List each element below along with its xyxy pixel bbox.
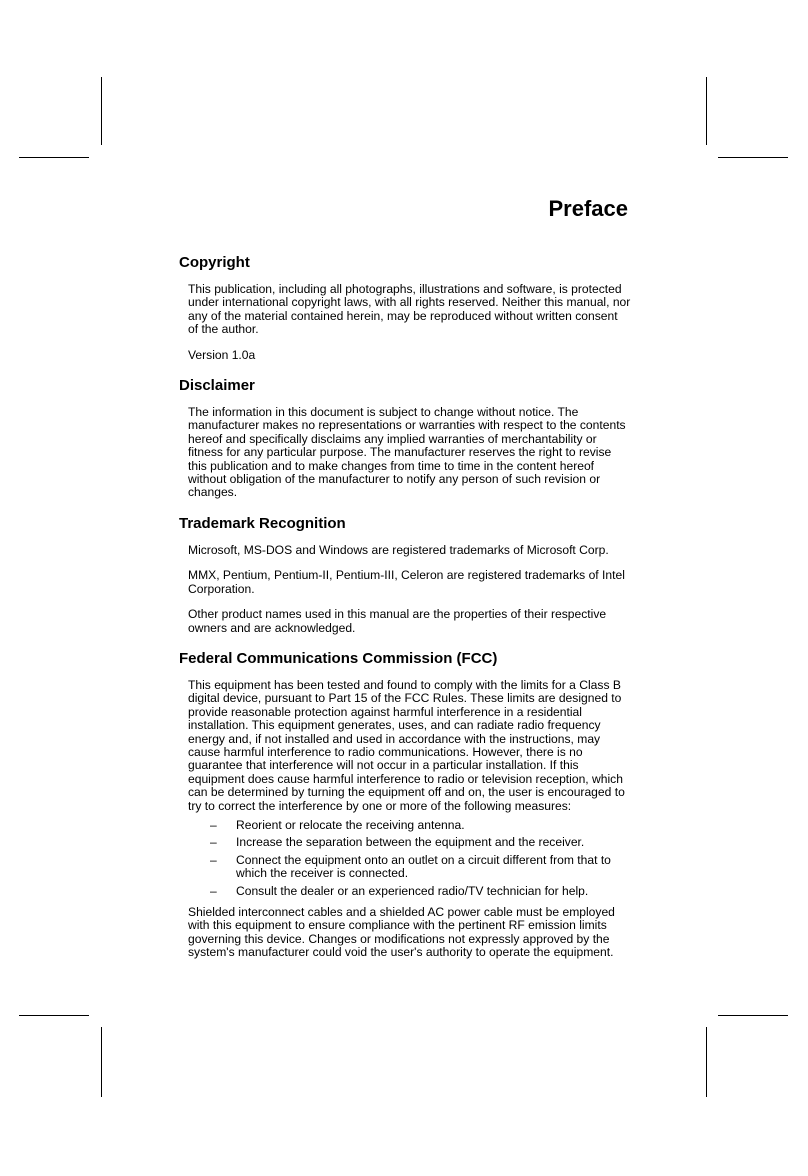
crop-mark-top-left-horizontal	[19, 157, 89, 158]
fcc-closing: Shielded interconnect cables and a shielded AC power cable must be employed with this equipment to ensure compliance with the pertinent RF emission limits governing this device. Changes or modifications not expressly approved by the system's manufacturer could void the user's authority to operate the equipment.	[188, 905, 615, 960]
list-item	[188, 836, 631, 849]
list-item	[188, 854, 631, 881]
crop-mark-bottom-left-horizontal	[19, 1015, 89, 1016]
dash-bullet: –	[210, 835, 217, 850]
crop-mark-top-right-vertical	[706, 77, 707, 145]
section-trademark	[179, 515, 631, 635]
list-item	[188, 819, 631, 832]
crop-mark-top-left-vertical	[101, 77, 102, 145]
measure-text: Connect the equipment onto an outlet on a circuit different from that to which the receiver is connected.	[236, 852, 611, 881]
document-body	[179, 254, 631, 972]
section-disclaimer	[179, 377, 631, 500]
measure-text: Reorient or relocate the receiving antenna.	[236, 817, 465, 832]
fcc-heading: Federal Communications Commission (FCC)	[179, 649, 498, 667]
trademark-microsoft: Microsoft, MS-DOS and Windows are registered trademarks of Microsoft Corp.	[188, 542, 609, 557]
section-fcc	[179, 650, 631, 960]
trademark-intel: MMX, Pentium, Pentium-II, Pentium-III, Celeron are registered trademarks of Intel Corporation.	[188, 568, 625, 596]
crop-mark-bottom-right-vertical	[706, 1027, 707, 1097]
crop-mark-top-right-horizontal	[718, 157, 788, 158]
fcc-intro: This equipment has been tested and found to comply with the limits for a Class B digital device, pursuant to Part 15 of the FCC Rules. These limits are designed to provide reasonable protection against harmful interference in a residential installation. This equipment generates, uses, and can radiate radio frequency energy and, if not installed and used in accordance with the instructions, may cause harmful interference to radio communications. However, there is no guarantee that interference will not occur in a particular installation. If this equipment does cause harmful interference to radio or television reception, which can be determined by turning the equipment off and on, the user is encouraged to try to correct the interference by one or more of the following measures:	[188, 677, 625, 813]
disclaimer-heading: Disclaimer	[179, 377, 255, 395]
list-item	[188, 885, 631, 898]
trademark-other: Other product names used in this manual are the properties of their respective owners and are acknowledged.	[188, 607, 607, 635]
dash-bullet: –	[210, 883, 217, 898]
measure-text: Consult the dealer or an experienced radio/TV technician for help.	[236, 883, 589, 898]
copyright-paragraph: This publication, including all photographs, illustrations and software, is protected under international copyright laws, with all rights reserved. Neither this manual, nor any of the material contained herein, may be reproduced without written consent of the author.	[188, 282, 631, 337]
version-text: Version 1.0a	[188, 347, 256, 362]
page-title: Preface	[548, 196, 628, 221]
crop-mark-bottom-right-horizontal	[718, 1015, 788, 1016]
section-copyright	[179, 254, 631, 362]
crop-mark-bottom-left-vertical	[101, 1027, 102, 1097]
dash-bullet: –	[210, 852, 217, 867]
disclaimer-paragraph: The information in this document is subject to change without notice. The manufacturer makes no representations or warranties with respect to the contents hereof and specifically disclaims any implied warranties of merchantability or fitness for any particular purpose. The manufacturer reserves the right to revise this publication and to make changes from time to time in the content hereof without obligation of the manufacturer to notify any person of such revision or changes.	[188, 405, 626, 500]
dash-bullet: –	[210, 817, 217, 832]
fcc-measures-list	[188, 819, 631, 898]
measure-text: Increase the separation between the equipment and the receiver.	[236, 835, 585, 850]
copyright-heading: Copyright	[179, 254, 250, 271]
trademark-heading: Trademark Recognition	[179, 514, 346, 532]
